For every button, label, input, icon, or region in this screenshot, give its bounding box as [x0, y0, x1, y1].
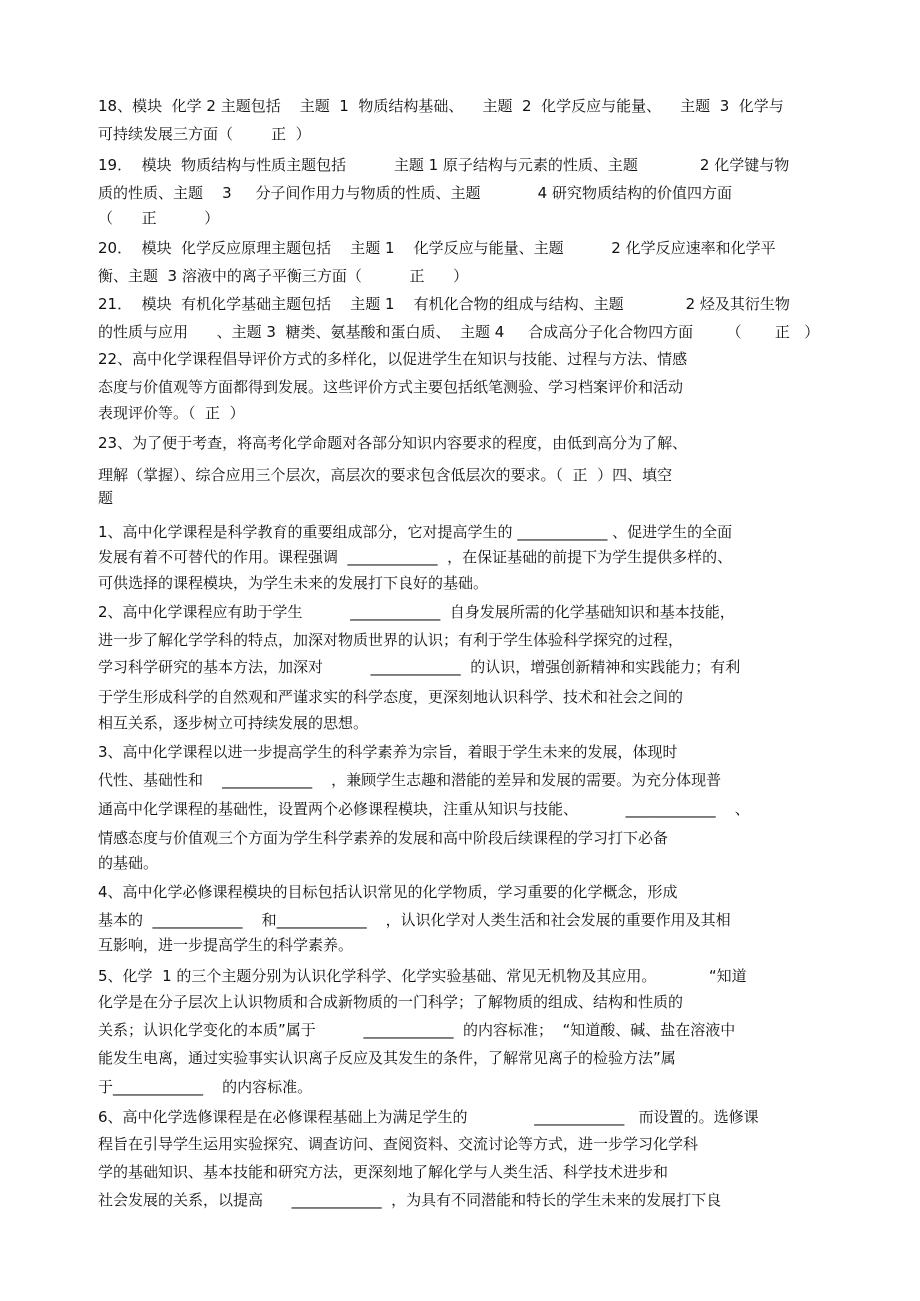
text-line: 进一步了解化学学科的特点，加深对物质世界的认识；有利于学生体验科学探究的过程，	[98, 631, 684, 649]
text-line: 发展有着不可替代的作用。课程强调 ____________ ，在保证基础的前提下为学生提供多样的、	[98, 548, 733, 566]
text-line: 情感态度与价值观三个方面为学生科学素养的发展和高中阶段后续课程的学习打下必备	[98, 829, 669, 847]
text-line: 基本的 ____________ 和____________ ，认识化学对人类生活和社会发展的重要作用及其相	[98, 911, 731, 929]
text-line: 18、模块 化学 2 主题包括 主题 1 物质结构基础、 主题 2 化学反应与能量、 主题 3 化学与	[98, 97, 784, 115]
text-line: 23、为了便于考查，将高考化学命题对各部分知识内容要求的程度，由低到高分为了解、	[98, 434, 688, 452]
text-line: 相互关系，逐步树立可持续发展的思想。	[98, 714, 369, 732]
text-line: 衡、主题 3 溶液中的离子平衡三方面（ 正 ）	[98, 267, 469, 285]
text-line: 表现评价等。（ 正 ）	[98, 404, 245, 422]
text-line: 可持续发展三方面（ 正 ）	[98, 125, 311, 143]
text-line: 1、高中化学课程是科学教育的重要组成部分，它对提高学生的 ____________ 、促进学生的全面	[98, 523, 733, 541]
text-line: 题	[98, 489, 114, 507]
text-line: 学习科学研究的基本方法，加深对 ____________ 的认识，增强创新精神和实践能力；有利	[98, 658, 741, 676]
text-line: 20． 模块 化学反应原理主题包括 主题 1 化学反应与能量、主题 2 化学反应速率和化学平	[98, 239, 776, 257]
text-line: 21． 模块 有机化学基础主题包括 主题 1 有机化合物的组成与结构、主题 2 烃及其衍生物	[98, 295, 790, 313]
text-line: 2、高中化学课程应有助于学生 ____________ 自身发展所需的化学基础知识和基本技能，	[98, 603, 735, 621]
text-line: （ 正 ）	[98, 209, 220, 227]
text-line: 通高中化学课程的基础性，设置两个必修课程模块，注重从知识与技能、 ____________ 、	[98, 800, 750, 818]
text-line: 态度与价值观等方面都得到发展。这些评价方式主要包括纸笔测验、学习档案评价和活动	[98, 378, 684, 396]
text-line: 4、高中化学必修课程模块的目标包括认识常见的化学物质，学习重要的化学概念，形成	[98, 883, 678, 901]
text-line: 程旨在引导学生运用实验探究、调查访问、查阅资料、交流讨论等方式，进一步学习化学科	[98, 1135, 699, 1153]
text-line: 22、高中化学课程倡导评价方式的多样化，以促进学生在知识与技能、过程与方法、情感	[98, 350, 688, 368]
text-line: 社会发展的关系，以提高 ____________ ，为具有不同潜能和特长的学生未来的发展打下良	[98, 1191, 722, 1209]
text-line: 学的基础知识、基本技能和研究方法，更深刻地了解化学与人类生活、科学技术进步和	[98, 1163, 669, 1181]
text-line: 可供选择的课程模块，为学生未来的发展打下良好的基础。	[98, 574, 489, 592]
text-line: 能发生电离，通过实验事实认识离子反应及其发生的条件，了解常见离子的检验方法”属	[98, 1049, 676, 1067]
text-line: 于____________ 的内容标准。	[98, 1078, 313, 1096]
text-line: 5、化学 1 的三个主题分别为认识化学科学、化学实验基础、常见无机物及其应用。 “知道	[98, 967, 747, 985]
text-line: 的性质与应用 、主题 3 糖类、氨基酸和蛋白质、 主题 4 合成高分子化合物四方面 （ 正 ）	[98, 323, 820, 341]
text-line: 6、高中化学选修课程是在必修课程基础上为满足学生的 ____________ 而设置的。选修课	[98, 1108, 759, 1126]
text-line: 质的性质、主题 3 分子间作用力与物质的性质、主题 4 研究物质结构的价值四方面	[98, 184, 732, 202]
text-line: 互影响，进一步提高学生的科学素养。	[98, 936, 354, 954]
text-line: 理解（掌握）、综合应用三个层次，高层次的要求包含低层次的要求。（ 正 ）四、填空	[98, 466, 673, 484]
text-line: 化学是在分子层次上认识物质和合成新物质的一门科学；了解物质的组成、结构和性质的	[98, 993, 684, 1011]
text-line: 关系；认识化学变化的本质”属于 ____________ 的内容标准； “知道酸、碱、盐在溶液中	[98, 1021, 736, 1039]
text-line: 3、高中化学课程以进一步提高学生的科学素养为宗旨，着眼于学生未来的发展，体现时	[98, 743, 678, 761]
text-line: 于学生形成科学的自然观和严谨求实的科学态度，更深刻地认识科学、技术和社会之间的	[98, 688, 684, 706]
text-line: 的基础。	[98, 854, 159, 872]
text-line: 19． 模块 物质结构与性质主题包括 主题 1 原子结构与元素的性质、主题 2 化学键与物	[98, 156, 790, 174]
text-line: 代性、基础性和 ____________ ，兼顾学生志趣和潜能的差异和发展的需要。为充分体现普	[98, 771, 722, 789]
